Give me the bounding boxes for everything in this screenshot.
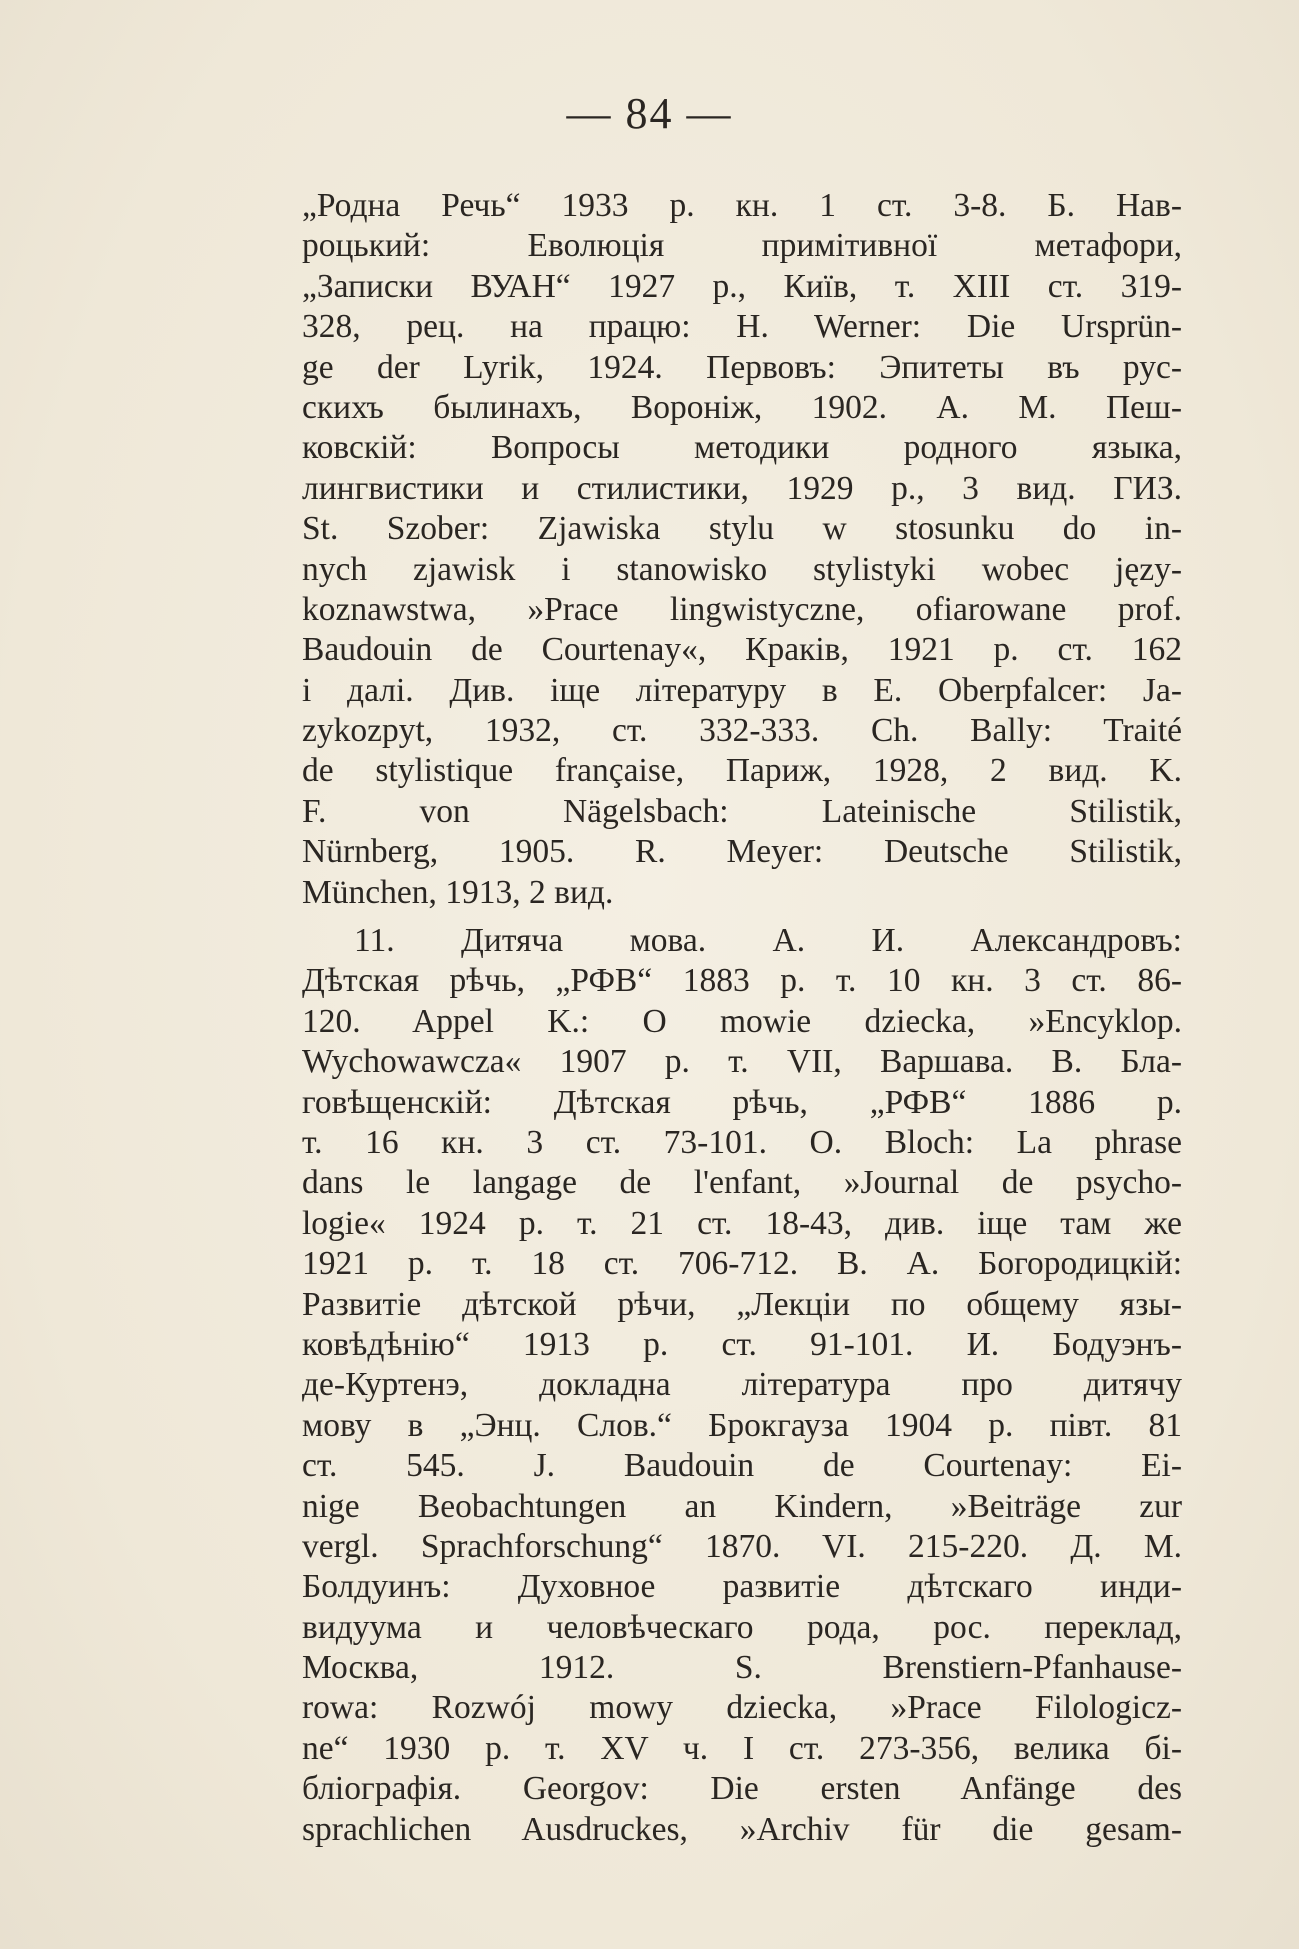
text-line: nych zjawisk i stanowisko stylistyki wobec języ-	[302, 550, 1182, 588]
text-line: ст. 545. J. Baudouin de Courtenay: Ei-	[302, 1447, 1182, 1485]
text-line: St. Szober: Zjawiska stylu w stosunku do in-	[302, 510, 1182, 548]
text-line: sprachlichen Ausdruckes, »Archiv für die gesam-	[302, 1810, 1182, 1848]
text-line: rowa: Rozwój mowy dziecka, »Prace Filologicz-	[302, 1689, 1182, 1727]
text-line: Baudouin de Courtenay«, Краків, 1921 р. ст. 162	[302, 631, 1182, 669]
text-line: мову в „Энц. Слов.“ Брокгауза 1904 р. півт. 81	[302, 1406, 1182, 1444]
text-line: 1921 р. т. 18 ст. 706-712. В. А. Богородицкiй:	[302, 1245, 1182, 1283]
text-line: „Родна Речь“ 1933 р. кн. 1 ст. 3-8. Б. Нав-	[302, 187, 1182, 224]
text-line: 120. Appel K.: O mowie dziecka, »Encyklop.	[302, 1002, 1182, 1040]
text-line: de stylistique française, Париж, 1928, 2 вид. K.	[302, 752, 1182, 790]
text-line: „Записки ВУАН“ 1927 р., Київ, т. XIII ст. 319-	[302, 267, 1182, 305]
text-line: бліографія. Georgov: Die ersten Anfänge des	[302, 1770, 1182, 1808]
bibliography-text	[302, 186, 1182, 1850]
text-line: Болдуинъ: Духовное развитiе дѣтскаго инди-	[302, 1568, 1182, 1606]
text-line: ковскiй: Вопросы методики родного языка,	[302, 429, 1182, 467]
page-number: — 84 —	[566, 89, 733, 138]
text-line: Развитiе дѣтской рѣчи, „Лекцiи по общему язы-	[302, 1285, 1182, 1323]
text-line: Дѣтская рѣчь, „РФВ“ 1883 р. т. 10 кн. 3 ст. 86-	[302, 962, 1182, 1000]
text-line: Nürnberg, 1905. R. Meyer: Deutsche Stilistik,	[302, 833, 1182, 871]
text-line: роцький: Еволюція примітивної метафори,	[302, 227, 1182, 265]
text-line: говѣщенскiй: Дѣтская рѣчь, „РФВ“ 1886 р.	[302, 1083, 1182, 1121]
text-line: і далі. Див. іще літературу в E. Oberpfalcer: Ja-	[302, 671, 1182, 709]
text-line: видуума и человѣческаго рода, рос. переклад,	[302, 1608, 1182, 1646]
text-line: т. 16 кн. 3 ст. 73-101. O. Bloch: La phrase	[302, 1123, 1182, 1161]
text-line: Москва, 1912. S. Brenstiern-Pfanhause-	[302, 1649, 1182, 1687]
text-line: zykozpyt, 1932, ст. 332-333. Ch. Bally: Traité	[302, 712, 1182, 750]
text-line: де-Куртенэ, докладна література про дитячу	[302, 1366, 1182, 1404]
text-line: koznawstwa, »Prace lingwistyczne, ofiarowane prof.	[302, 590, 1182, 628]
text-line: Wychowawcza« 1907 р. т. VII, Варшава. В. Бла-	[302, 1043, 1182, 1081]
text-line: ge der Lyrik, 1924. Первовъ: Эпитеты въ рус-	[302, 348, 1182, 386]
text-line: München, 1913, 2 вид.	[302, 873, 614, 911]
text-line: 328, рец. на працю: H. Werner: Die Ursprün-	[302, 308, 1182, 346]
section-heading-line: 11. Дитяча мова. А. И. Александровъ:	[354, 922, 1182, 960]
text-line: dans le langage de l'enfant, »Journal de psycho-	[302, 1164, 1182, 1202]
text-line: ne“ 1930 р. т. XV ч. I ст. 273-356, велика бі-	[302, 1729, 1182, 1767]
text-line: F. von Nägelsbach: Lateinische Stilistik,	[302, 792, 1182, 830]
text-line: logie« 1924 р. т. 21 ст. 18-43, див. іще там же	[302, 1204, 1182, 1242]
text-line: vergl. Sprachforschung“ 1870. VI. 215-220. Д. М.	[302, 1527, 1182, 1565]
paragraph-gap	[302, 913, 1182, 921]
text-line: nige Beobachtungen an Kindern, »Beiträge zur	[302, 1487, 1182, 1525]
text-line: лингвистики и стилистики, 1929 р., 3 вид. ГИЗ.	[302, 469, 1182, 507]
text-line: скихъ былинахъ, Воронiж, 1902. А. М. Пеш-	[302, 388, 1182, 426]
text-line: ковѣдѣнiю“ 1913 р. ст. 91-101. И. Бодуэнъ-	[302, 1325, 1182, 1363]
